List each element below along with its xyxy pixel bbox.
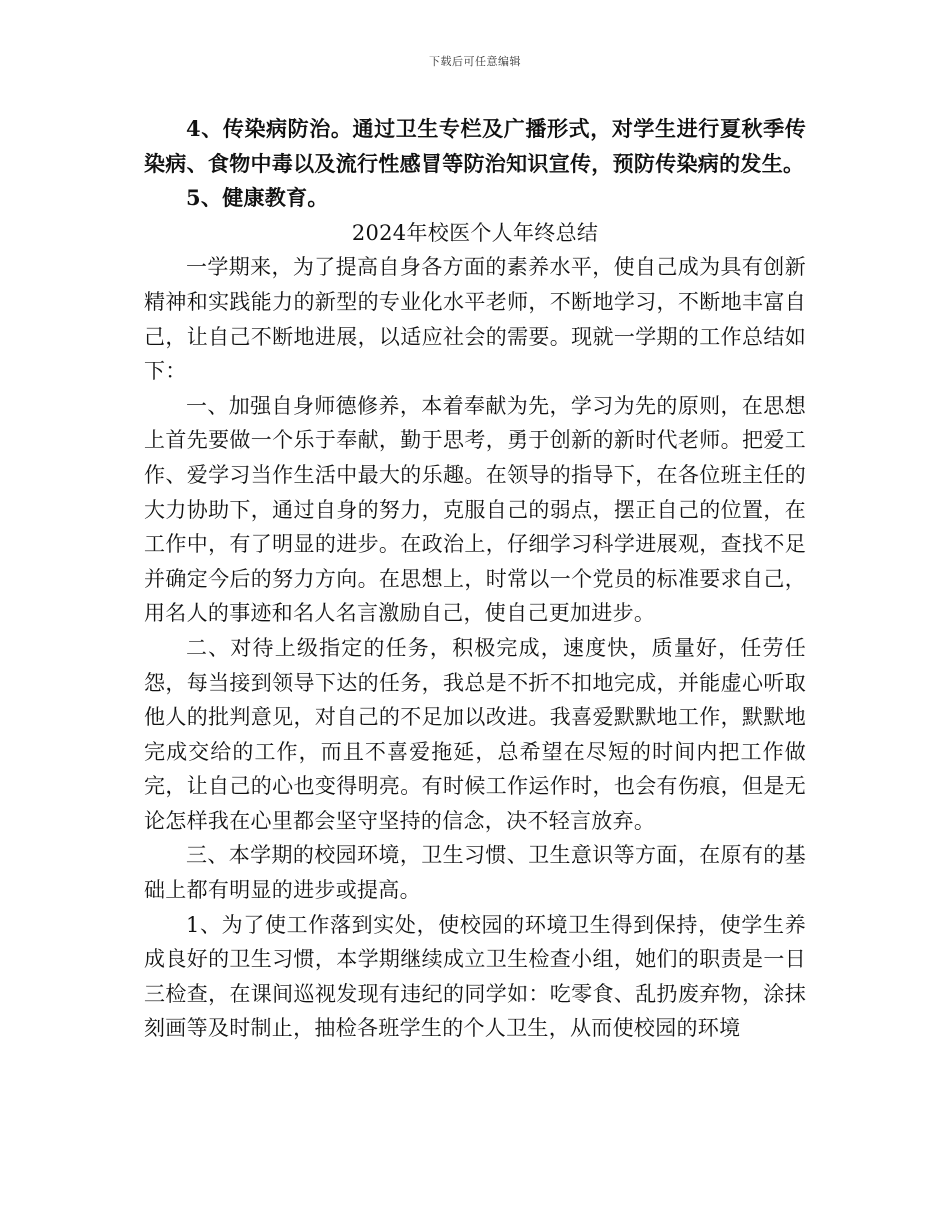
section-item-5: 5、健康教育。 — [186, 185, 329, 211]
paragraph-subitem-1: 1、为了使工作落到实处，使校园的环境卫生得到保持，使学生养成良好的卫生习惯，本学期继续成立卫生检查小组，她们的职责是一日三检查，在课间巡视发现有违纪的同学如：吃零食、乱扔废弃物，涂抹刻画等及时制止，抽检各班学生的个人卫生，从而使校园的环境 — [144, 912, 806, 1041]
paragraph-intro: 一学期来，为了提高自身各方面的素养水平，使自己成为具有创新精神和实践能力的新型的专业化水平老师，不断地学习，不断地丰富自己，让自己不断地进展，以适应社会的需要。现就一学期的工作总结如下： — [144, 255, 806, 384]
paragraph-section-2: 二、对待上级指定的任务，积极完成，速度快，质量好，任劳任怨，每当接到领导下达的任务，我总是不折不扣地完成，并能虚心听取他人的批判意见，对自己的不足加以改进。我喜爱默默地工作，默默地完成交给的工作，而且不喜爱拖延，总希望在尽短的时间内把工作做完，让自己的心也变得明亮。有时候工作运作时，也会有伤痕，但是无论怎样我在心里都会坚守坚持的信念，决不轻言放弃。 — [144, 635, 806, 833]
paragraph-section-3: 三、本学期的校园环境，卫生习惯、卫生意识等方面，在原有的基础上都有明显的进步或提高。 — [144, 843, 806, 903]
article-title: 2024年校医个人年终总结 — [351, 220, 599, 245]
paragraph-section-1: 一、加强自身师德修养，本着奉献为先，学习为先的原则，在思想上首先要做一个乐于奉献，勤于思考，勇于创新的新时代老师。把爱工作、爱学习当作生活中最大的乐趣。在领导的指导下，在各位班主任的大力协助下，通过自身的努力，克服自己的弱点，摆正自己的位置，在工作中，有了明显的进步。在政治上，仔细学习科学进展观，查找不足并确定今后的努力方向。在思想上，时常以一个党员的标准要求自己，用名人的事迹和名人名言激励自己，使自己更加进步。 — [144, 393, 806, 626]
document-body — [144, 112, 806, 1046]
section-item-4: 4、传染病防治。通过卫生专栏及广播形式，对学生进行夏秋季传染病、食物中毒以及流行性感冒等防治知识宣传，预防传染病的发生。 — [144, 116, 806, 176]
page-header-note: 下载后可任意编辑 — [429, 55, 521, 68]
